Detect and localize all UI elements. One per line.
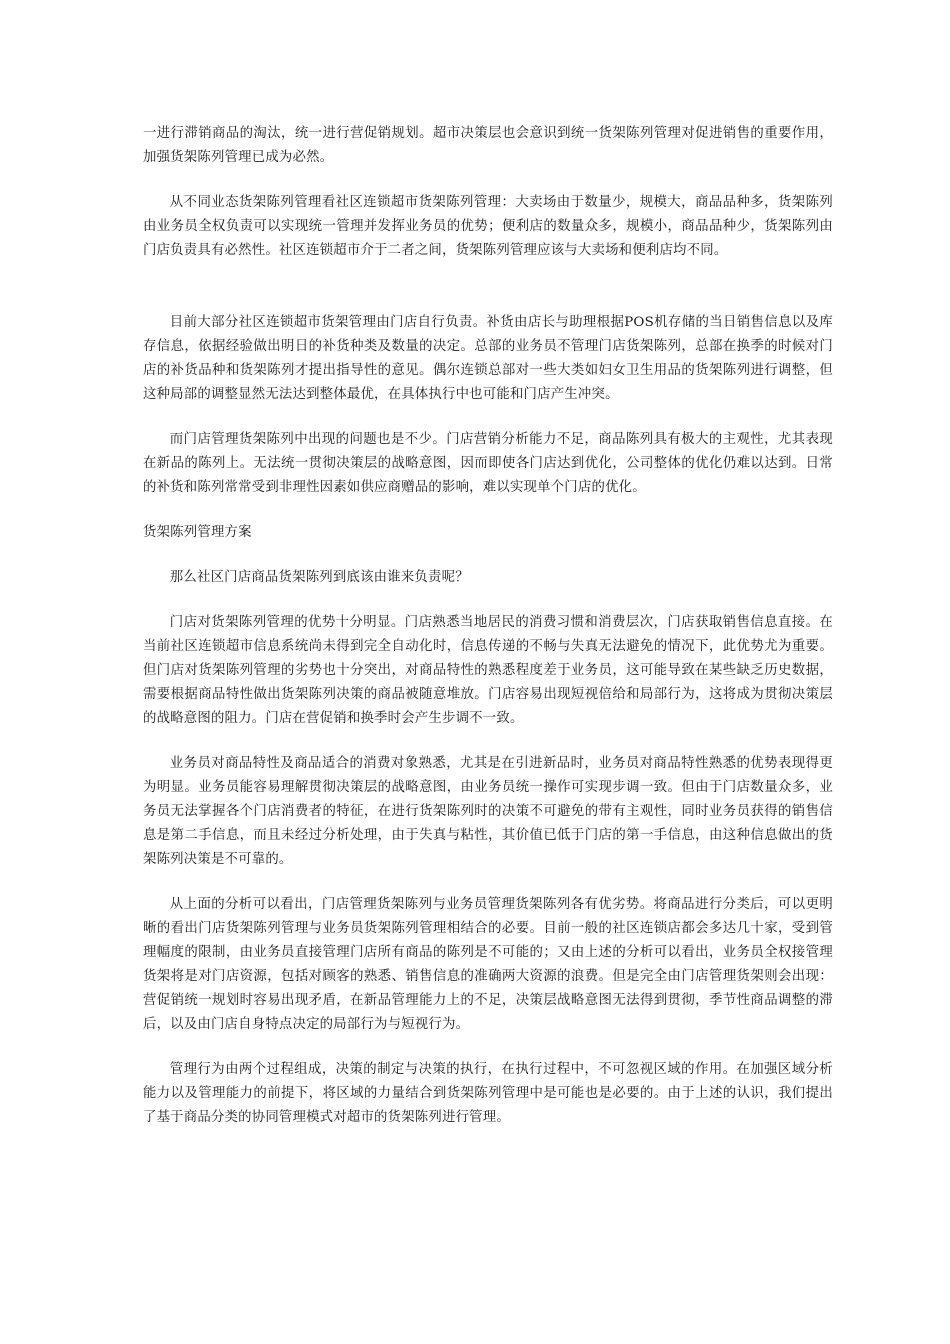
paragraph-continuation: 一进行滞销商品的淘汰，统一进行营促销规划。超市决策层也会意识到统一货架陈列管理对促进销售的重要作用，加强货架陈列管理已成为必然。 <box>143 126 833 165</box>
document-body <box>143 122 833 1130</box>
paragraph-salesperson-advantages: 业务员对商品特性及商品适合的消费对象熟悉，尤其是在引进新品时，业务员对商品特性熟悉的优势表现得更为明显。业务员能容易理解贯彻决策层的战略意图，由业务员统一操作可实现步调一致。但由于门店数量众多，业务员无法掌握各个门店消费者的特征，在进行货架陈列时的决策不可避免的带有主观性，同时业务员获得的销售信息是第二手信息，而且未经过分析处理，由于失真与粘性，其价值已低于门店的第一手信息，由这种信息做出的货架陈列决策是不可靠的。 <box>143 756 833 867</box>
paragraph-format-comparison: 从不同业态货架陈列管理看社区连锁超市货架陈列管理：大卖场由于数量少，规模大，商品品种多，货架陈列由业务员全权负责可以实现统一管理并发挥业务员的优势；便利店的数量众多，规模小，商品品种少，货架陈列由门店负责具有必然性。社区连锁超市介于二者之间，货架陈列管理应该与大卖场和便利店均不同。 <box>143 195 833 258</box>
paragraph-current-practice: 目前大部分社区连锁超市货架管理由门店自行负责。补货由店长与助理根据POS机存储的当日销售信息以及库存信息，依据经验做出明日的补货种类及数量的决定。总部的业务员不管理门店货架陈列，总部在换季的时候对门店的补货品种和货架陈列才提出指导性的意见。偶尔连锁总部对一些大类如妇女卫生用品的货架陈列进行调整，但这种局部的调整显然无法达到整体最优，在具体执行中也可能和门店产生冲突。 <box>143 315 833 402</box>
paragraph-conclusion: 管理行为由两个过程组成，决策的制定与决策的执行，在执行过程中，不可忽视区域的作用。在加强区域分析能力以及管理能力的前提下，将区域的力量结合到货架陈列管理中是可能也是必要的。由于上述的认识，我们提出了基于商品分类的协同管理模式对超市的货架陈列进行管理。 <box>143 1062 833 1125</box>
paragraph-store-advantages: 门店对货架陈列管理的优势十分明显。门店熟悉当地居民的消费习惯和消费层次，门店获取销售信息直接。在当前社区连锁超市信息系统尚未得到完全自动化时，信息传递的不畅与失真无法避免的情况下，此优势尤为重要。但门店对货架陈列管理的劣势也十分突出，对商品特性的熟悉程度差于业务员，这可能导致在某些缺乏历史数据，需要根据商品特性做出货架陈列决策的商品被随意堆放。门店容易出现短视倍给和局部行为，这将成为贯彻决策层的战略意图的阻力。门店在营促销和换季时会产生步调不一致。 <box>143 615 833 726</box>
paragraph-store-problems: 而门店管理货架陈列中出现的问题也是不少。门店营销分析能力不足，商品陈列具有极大的主观性，尤其表现在新品的陈列上。无法统一贯彻决策层的战略意图，因而即使各门店达到优化，公司整体的优化仍难以达到。日常的补货和陈列常常受到非理性因素如供应商赠品的影响，难以实现单个门店的优化。 <box>143 432 833 495</box>
paragraph-question: 那么社区门店商品货架陈列到底该由谁来负责呢？ <box>169 570 469 585</box>
paragraph-analysis: 从上面的分析可以看出，门店管理货架陈列与业务员管理货架陈列各有优劣势。将商品进行分类后，可以更明晰的看出门店货架陈列管理与业务员货架陈列管理相结合的必要。目前一般的社区连锁店都会多达几十家，受到管理幅度的限制，由业务员直接管理门店所有商品的陈列是不可能的；又由上述的分析可以看出，业务员全权接管理货架将是对门店资源，包括对顾客的熟悉、销售信息的准确两大资源的浪费。但是完全由门店管理货架则会出现：营促销统一规划时容易出现矛盾，在新品管理能力上的不足，决策层战略意图无法得到贯彻，季节性商品调整的滞后，以及由门店自身特点决定的局部行为与短视行为。 <box>143 897 833 1032</box>
section-heading: 货架陈列管理方案 <box>143 525 252 540</box>
